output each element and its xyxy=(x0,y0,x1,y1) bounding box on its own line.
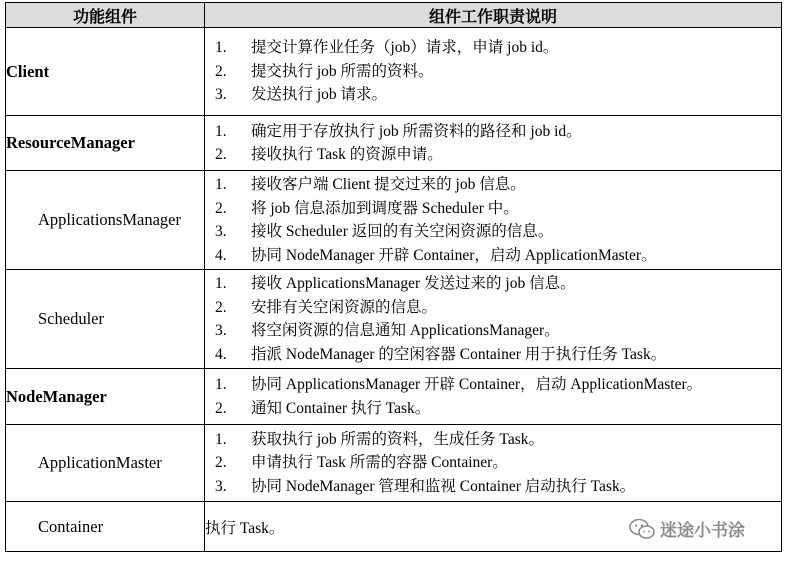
watermark-text: 迷途小书涂 xyxy=(660,521,745,541)
duty-text: 将空闲资源的信息通知 ApplicationsManager。 xyxy=(251,322,560,339)
duty-number: 4. xyxy=(215,345,227,363)
duty-item xyxy=(205,36,781,60)
duty-item xyxy=(205,197,781,221)
header-component: 功能组件 xyxy=(6,3,205,28)
table-header-row xyxy=(6,3,782,28)
duty-text: 接收 ApplicationsManager 发送过来的 job 信息。 xyxy=(251,275,576,292)
duty-text: 协同 NodeManager 开辟 Container，启动 ApplicationMaster。 xyxy=(251,246,657,264)
duty-list xyxy=(205,173,781,267)
duty-item xyxy=(205,244,781,268)
duty-item xyxy=(205,373,781,397)
table-row xyxy=(6,270,782,369)
duty-text: 协同 NodeManager 管理和监视 Container 启动执行 Task。 xyxy=(251,477,636,495)
duty-item xyxy=(205,343,781,367)
component-name: Scheduler xyxy=(6,270,205,369)
duty-cell xyxy=(205,28,782,116)
duty-number: 2. xyxy=(215,454,227,472)
duty-text: 提交计算作业任务（job）请求，申请 job id。 xyxy=(251,39,559,57)
duty-text: 执行 Task。 xyxy=(205,502,782,552)
duty-item xyxy=(205,60,781,84)
duty-text: 指派 NodeManager 的空闲容器 Container 用于执行任务 Task。 xyxy=(251,345,667,363)
duty-number: 1. xyxy=(215,122,227,140)
component-name: ResourceManager xyxy=(6,116,205,171)
duty-number: 1. xyxy=(215,176,227,193)
watermark xyxy=(628,516,745,541)
duty-cell xyxy=(205,425,782,502)
duty-number: 3. xyxy=(215,322,227,339)
table-row xyxy=(6,28,782,116)
duty-item xyxy=(205,173,781,197)
duty-text: 通知 Container 执行 Task。 xyxy=(251,399,431,417)
duty-text: 将 job 信息添加到调度器 Scheduler 中。 xyxy=(251,199,519,217)
components-table xyxy=(5,2,782,552)
duty-text: 确定用于存放执行 job 所需资料的路径和 job id。 xyxy=(251,122,582,140)
duty-item xyxy=(205,451,781,475)
duty-list xyxy=(205,36,781,107)
duty-cell xyxy=(205,369,782,425)
duty-text: 发送执行 job 请求。 xyxy=(251,86,388,104)
duty-item xyxy=(205,428,781,452)
duty-text: 申请执行 Task 所需的容器 Container。 xyxy=(251,454,508,472)
duty-item xyxy=(205,143,781,167)
wechat-icon xyxy=(628,517,656,541)
duty-cell xyxy=(205,116,782,171)
duty-number: 1. xyxy=(215,430,227,448)
duty-number: 2. xyxy=(215,199,227,217)
duty-number: 2. xyxy=(215,298,227,316)
duty-item xyxy=(205,397,781,421)
duty-number: 1. xyxy=(215,39,227,57)
duty-cell xyxy=(205,171,782,270)
duty-number: 1. xyxy=(215,376,227,393)
duty-number: 2. xyxy=(215,146,227,163)
duty-item xyxy=(205,475,781,499)
component-name: ApplicationsManager xyxy=(6,171,205,270)
duty-item xyxy=(205,272,781,296)
duty-list xyxy=(205,373,781,420)
duty-text: 获取执行 job 所需的资料，生成任务 Task。 xyxy=(251,430,544,448)
duty-cell xyxy=(205,270,782,369)
duty-list xyxy=(205,272,781,366)
duty-number: 3. xyxy=(215,86,227,104)
header-duties: 组件工作职责说明 xyxy=(205,3,782,28)
duty-number: 1. xyxy=(215,275,227,292)
duty-list xyxy=(205,120,781,167)
duty-text: 接收执行 Task 的资源申请。 xyxy=(251,146,443,163)
duty-number: 4. xyxy=(215,246,227,264)
duty-item xyxy=(205,296,781,320)
duty-text: 接收客户端 Client 提交过来的 job 信息。 xyxy=(251,176,526,193)
table-row xyxy=(6,369,782,425)
component-name: Client xyxy=(6,28,205,116)
duty-number: 2. xyxy=(215,62,227,80)
component-name: ApplicationMaster xyxy=(6,425,205,502)
duty-item xyxy=(205,220,781,244)
duty-list xyxy=(205,428,781,499)
duty-item xyxy=(205,83,781,107)
duty-number: 3. xyxy=(215,477,227,495)
table-row xyxy=(6,425,782,502)
table-row xyxy=(6,116,782,171)
duty-text: 提交执行 job 所需的资料。 xyxy=(251,62,434,80)
table-row xyxy=(6,171,782,270)
component-name: NodeManager xyxy=(6,369,205,425)
duty-number: 3. xyxy=(215,223,227,240)
component-name: Container xyxy=(6,502,205,552)
duty-number: 2. xyxy=(215,399,227,417)
duty-text: 协同 ApplicationsManager 开辟 Container，启动 ApplicationMaster。 xyxy=(251,376,703,393)
duty-text: 接收 Scheduler 返回的有关空闲资源的信息。 xyxy=(251,223,554,240)
duty-text: 安排有关空闲资源的信息。 xyxy=(251,298,438,316)
duty-item xyxy=(205,120,781,144)
duty-item xyxy=(205,319,781,343)
